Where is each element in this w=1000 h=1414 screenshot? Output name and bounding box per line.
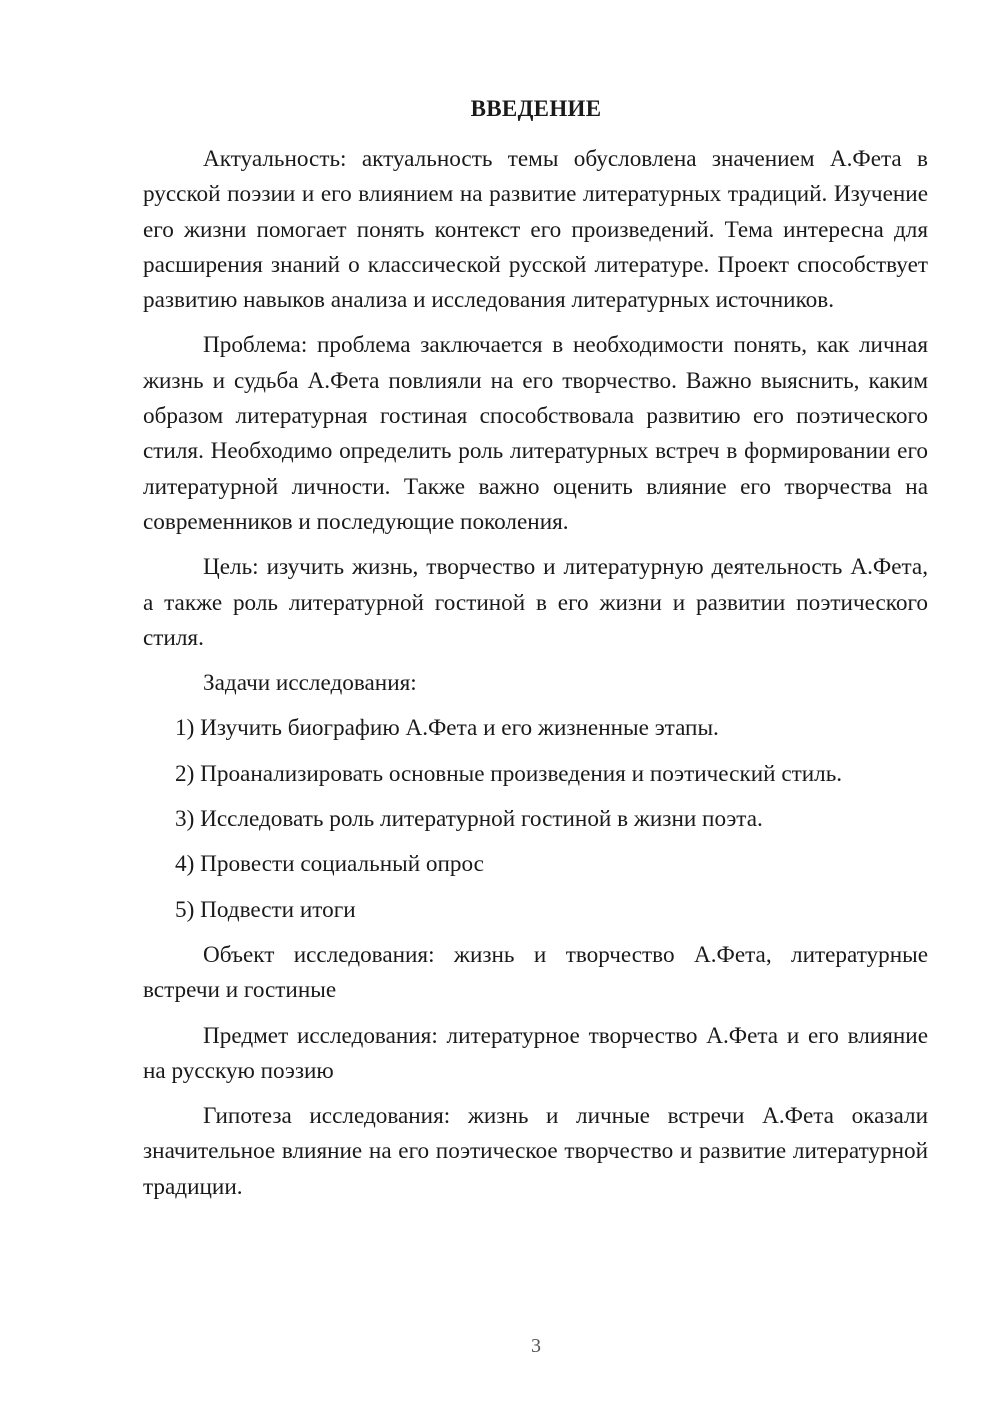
- page-title: ВВЕДЕНИЕ: [470, 96, 602, 121]
- paragraph-spacer: [143, 1089, 928, 1099]
- list-item: 4) Провести социальный опрос: [175, 851, 484, 878]
- paragraph-spacer: [143, 747, 928, 757]
- problem-paragraph: Проблема: проблема заключается в необходимости понять, как личная жизнь и судьба А.Фета повлияли на его творчество. Важно выяснить, каким образом литературная гостиная способствовала развитию его поэтического стиля. Необходимо определить роль литературных встреч в формировании его литературной личности. Также важно оценить влияние его творчества на современников и последующие поколения.: [143, 332, 928, 535]
- tasks-heading: Задачи исследования:: [203, 670, 417, 697]
- list-item: 3) Исследовать роль литературной гостиной в жизни поэта.: [175, 806, 763, 833]
- paragraph-spacer: [143, 837, 928, 847]
- paragraph-spacer: [143, 540, 928, 550]
- object-paragraph: Объект исследования: жизнь и творчество А.Фета, литературные встречи и гостиные: [143, 941, 928, 1004]
- hypothesis-paragraph: Гипотеза исследования: жизнь и личные встречи А.Фета оказали значительное влияние на его поэтическое творчество и развитие литературной традиции.: [143, 1103, 928, 1200]
- goal-paragraph: Цель: изучить жизнь, творчество и литературную деятельность А.Фета, а также роль литературной гостиной в его жизни и развитии поэтического стиля.: [143, 554, 928, 651]
- paragraph-spacer: [143, 701, 928, 711]
- list-item: 5) Подвести итоги: [175, 896, 356, 923]
- relevance-paragraph: Актуальность: актуальность темы обусловлена значением А.Фета в русской поэзии и его влиянием на развитие литературных традиций. Изучение его жизни помогает понять контекст его произведений. Тема интересна для расширения знаний о классической русской литературе. Проект способствует развитию навыков анализа и исследования литературных источников.: [143, 146, 928, 314]
- list-item: 1) Изучить биографию А.Фета и его жизненные этапы.: [175, 715, 719, 742]
- paragraph-spacer: [143, 883, 928, 893]
- document-body: [143, 142, 928, 1205]
- paragraph-spacer: [143, 318, 928, 328]
- list-item: 2) Проанализировать основные произведения и поэтический стиль.: [175, 760, 843, 787]
- paragraph-spacer: [143, 656, 928, 666]
- page-number: 3: [531, 1335, 541, 1357]
- paragraph-spacer: [143, 792, 928, 802]
- tasks-list: [143, 711, 928, 927]
- paragraph-spacer: [143, 1009, 928, 1019]
- subject-paragraph: Предмет исследования: литературное творчество А.Фета и его влияние на русскую поэзию: [143, 1022, 928, 1084]
- paragraph-spacer: [143, 928, 928, 938]
